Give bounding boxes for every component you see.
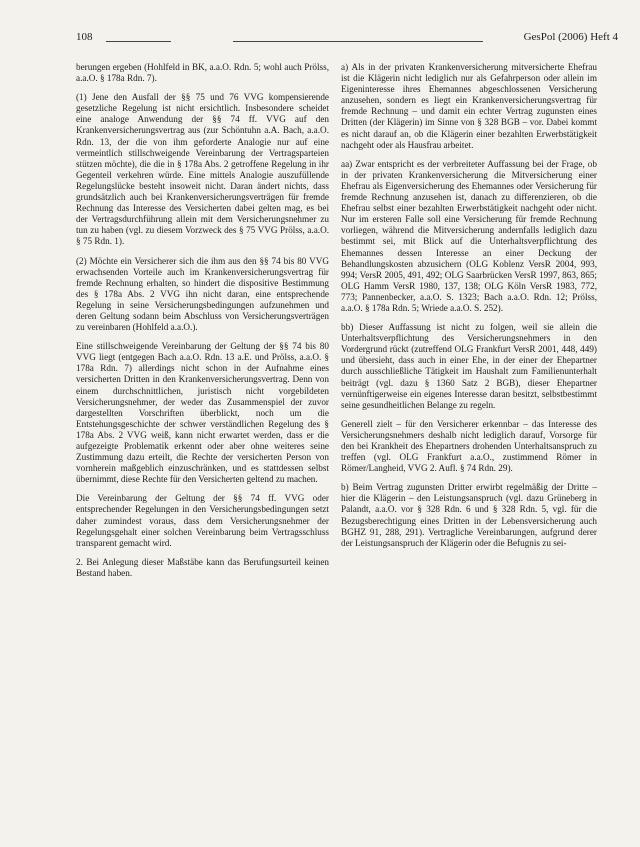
paragraph: (2) Möchte ein Versicherer sich die ihm aus den §§ 74 bis 80 VVG erwachsenden Vorteile auch im Krankenversicherungsvertrag für fremde Rechnung erhalten, so hindert die dispositive Bestimmung des § 178a Abs. 2 VVG ihn nicht daran, eine entsprechende Regelung in seine Versicherungsbedingungen aufzunehmen und deren Geltung sodann beim Abschluss von Versicherungsverträgen zu vereinbaren (Hohlfeld a.a.O.). (76, 255, 329, 333)
paragraph: bb) Dieser Auffassung ist nicht zu folgen, weil sie allein die Unterhaltsverpflichtung des Versicherungsnehmers in den Vordergrund rückt (zutreffend OLG Frankfurt VersR 2001, 448, 449) und übersieht, dass auch in einer Ehe, in der einer der Ehepartner durch ausschließliche Tätigkeit im Haushalt zum Familienunterhalt beiträgt (vgl. dazu § 1360 Satz 2 BGB), dieser Ehepartner vernünftigerweise ein eigenes Interesse daran besitzt, selbstbestimmt seine gesundheitlichen Belange zu regeln. (341, 322, 597, 410)
header-rule-left (106, 41, 171, 42)
journal-reference: GesPol (2006) Heft 4 (523, 31, 618, 43)
paragraph: Die Vereinbarung der Geltung der §§ 74 ff. VVG oder entsprechender Regelungen in den Versicherungsbedingungen setzt daher zumindest voraus, dass dem Versicherungsnehmer der Regelungsgehalt einer solchen Vereinbarung beim Vertragsschluss transparent gemacht wird. (76, 493, 329, 548)
paragraph: berungen ergeben (Hohlfeld in BK, a.a.O. Rdn. 5; wohl auch Prölss, a.a.O. § 178a Rdn. 7). (76, 62, 329, 84)
page-number: 108 (76, 31, 93, 43)
left-column (76, 62, 329, 587)
paragraph: b) Beim Vertrag zugunsten Dritter erwirbt regelmäßig der Dritte – hier die Klägerin – den Leistungsanspruch (vgl. dazu Grüneberg in Palandt, a.a.O. vor § 328 Rdn. 6 und § 328 Rdn. 5, vgl. für die Bezugsberechtigung eines Dritten in der Lebensversicherung auch BGHZ 91, 288, 291). Vertragliche Vereinbarungen, aufgrund derer der Leistungsanspruch der Klägerin oder die Befugnis zu sei- (341, 482, 597, 548)
header-rule-right (233, 41, 483, 42)
paragraph: Eine stillschweigende Vereinbarung der Geltung der §§ 74 bis 80 VVG liegt (entgegen Bach a.a.O. Rdn. 13 a.E. und Prölss, a.a.O. § 178a Rdn. 7) allerdings nicht schon in der Aufnahme eines versicherten Dritten in den Krankenversicherungsvertrag. Denn von einem durchschnittlichen, juristisch nicht vorgebildeten Versicherungsnehmer, der weder das Zusammenspiel der zuvor dargestellten Vorschriften überblickt, noch um die Entstehungsgeschichte der schwer verständlichen Regelung des § 178a Abs. 2 VVG weiß, kann nicht erwartet werden, dass er die aufgezeigte Problematik erkennt oder aber ohne weiteres seine Zustimmung dazu erteilt, die Rechte der versicherten Person von vornherein maßgeblich einzuschränken, und es stattdessen selbst übernimmt, diese Rechte für den Versicherten geltend zu machen. (76, 341, 329, 485)
paragraph: (1) Jene den Ausfall der §§ 75 und 76 VVG kompensierende gesetzliche Regelung ist nicht ersichtlich. Insbesondere scheidet eine analoge Anwendung der §§ 74 ff. VVG auf den Krankenversicherungsvertrag aus (zur Schöntuhn a.A. Bach, a.a.O. Rdn. 13, der die von ihm geforderte Analogie nur auf eine vermeintlich stillschweigende Vereinbarung der Vertragsparteien stützen möchte), die die in § 178a Abs. 2 getroffene Regelung in ihr Gegenteil verkehren würde. Eine mittels Analogie auszufüllende Regelungslücke besteht insoweit nicht. Daran ändert nichts, dass grundsätzlich auch bei Krankenversicherungsverträgen für fremde Rechnung das Interesse des Versicherten dabei gelten mag, es bei der Vertragsdurchführung allein mit dem Versicherungsnehmer zu tun zu haben (vgl. zu diesem Vorzweck des § 75 VVG Prölss, a.a.O. § 75 Rdn. 1). (76, 92, 329, 247)
page-header (76, 30, 618, 46)
paragraph: 2. Bei Anlegung dieser Maßstäbe kann das Berufungsurteil keinen Bestand haben. (76, 556, 329, 578)
paragraph: a) Als in der privaten Krankenversicherung mitversicherte Ehefrau ist die Klägerin nicht lediglich nur als Gefahrperson oder allein im Eigeninteresse ihres Ehemannes abgeschlossenen Versicherung anzusehen, sondern es liegt ein Krankenversicherungsvertrag für fremde Rechnung – und damit ein echter Vertrag zugunsten eines Dritten (der Klägerin) im Sinne von § 328 BGB – vor. Dabei kommt es nicht darauf an, ob die Klägerin einer bezahlten Erwerbstätigkeit nachgeht oder als Hausfrau arbeitet. (341, 62, 597, 150)
paragraph: Generell zielt – für den Versicherer erkennbar – das Interesse des Versicherungsnehmers deshalb nicht lediglich darauf, Vorsorge für den bei Krankheit des Ehepartners drohenden Unterhaltsanspruch zu treffen (vgl. OLG Frankfurt a.a.O., zustimmend Römer in Römer/Langheid, VVG 2. Aufl. § 74 Rdn. 29). (341, 418, 597, 474)
right-column (341, 62, 597, 557)
paragraph: aa) Zwar entspricht es der verbreiteter Auffassung bei der Frage, ob in der privaten Krankenversicherung die Mitversicherung einer Ehefrau als Eigenversicherung des Ehemannes oder Versicherung für fremde Rechnung anzusehen ist, danach zu differenzieren, ob die Ehefrau selbst einer bezahlten Erwerbstätigkeit nachgeht oder nicht. Nur im ersteren Falle soll eine Versicherung für fremde Rechnung vorliegen, während die Mitversicherung andernfalls lediglich dazu bestimmt sei, mit Blick auf die Unterhaltsverpflichtung des Ehemannes dessen Interesse an einer Deckung der Behandlungskosten abzusichern (OLG Koblenz VersR 2004, 993, 994; VersR 2005, 491, 492; OLG Saarbrücken VersR 1997, 863, 865; OLG Hamm VersR 1980, 137, 138; OLG Köln VersR 1983, 772, 773; Pannenbecker, a.a.O. S. 1323; Bach a.a.O. Rdn. 12; Prölss, a.a.O. § 178a Rdn. 5; Wriede a.a.O. S. 252). (341, 158, 597, 313)
